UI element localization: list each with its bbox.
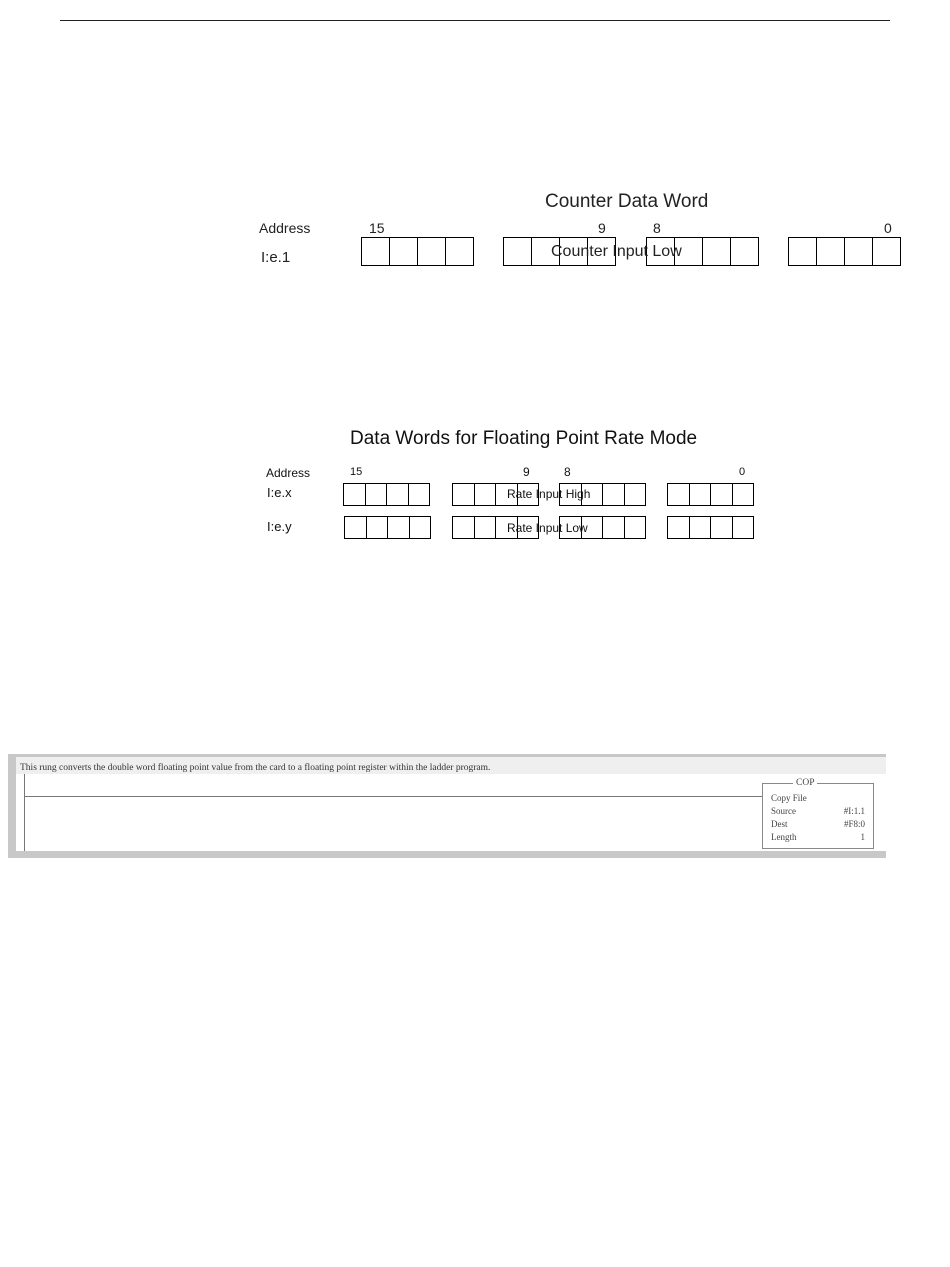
param-value: 1 <box>860 832 865 842</box>
bit-cell <box>689 483 712 506</box>
bit-cell <box>602 516 625 539</box>
row-address-label: I:e.x <box>267 485 292 500</box>
bit-cell <box>624 483 647 506</box>
bit-cell <box>452 516 475 539</box>
nibble-group <box>343 483 429 506</box>
bit-label-8: 8 <box>564 465 571 479</box>
address-header: Address <box>259 220 311 236</box>
bit-cell <box>343 483 366 506</box>
bit-cell <box>710 483 733 506</box>
cop-instruction-block[interactable] <box>762 778 874 849</box>
bit-cell <box>667 516 690 539</box>
bit-cell <box>417 237 446 266</box>
param-label: Dest <box>771 819 788 829</box>
bit-cell <box>730 237 759 266</box>
bit-label-15: 15 <box>350 466 363 478</box>
bit-cell <box>409 516 432 539</box>
bit-cell <box>452 483 475 506</box>
instruction-title: Copy File <box>771 793 807 803</box>
address-header: Address <box>266 466 311 480</box>
bit-cell <box>386 483 409 506</box>
rung-panel <box>16 757 886 851</box>
bit-cell <box>474 516 497 539</box>
bit-cell <box>702 237 731 266</box>
rung-comment-bar <box>16 757 886 774</box>
param-label: Source <box>771 806 796 816</box>
bit-cell <box>474 483 497 506</box>
param-value: #F8:0 <box>843 819 865 829</box>
nibble-group <box>344 516 430 539</box>
rung-wire <box>24 796 762 797</box>
bit-cell <box>788 237 817 266</box>
param-row-length <box>771 832 865 842</box>
bit-label-8: 8 <box>653 220 661 236</box>
bit-cell <box>816 237 845 266</box>
field-label: Rate Input High <box>507 487 591 501</box>
bit-cell <box>361 237 390 266</box>
param-row-dest <box>771 819 865 829</box>
bit-cell <box>689 516 712 539</box>
diagram-title: Counter Data Word <box>545 191 709 212</box>
instruction-name: COP <box>793 778 817 788</box>
left-power-rail <box>24 774 25 851</box>
nibble-group <box>361 237 473 266</box>
bit-cell <box>732 483 755 506</box>
bit-label-15: 15 <box>369 220 385 236</box>
row-address-label: I:e.y <box>267 519 292 534</box>
bit-cell <box>732 516 755 539</box>
nibble-group <box>667 483 753 506</box>
nibble-group <box>788 237 900 266</box>
field-label: Rate Input Low <box>507 521 588 535</box>
bit-cell <box>408 483 431 506</box>
bit-cell <box>387 516 410 539</box>
param-value: #I:1.1 <box>843 806 865 816</box>
nibble-group <box>667 516 753 539</box>
ladder-rung <box>8 754 886 858</box>
bit-cell <box>366 516 389 539</box>
bit-cell <box>710 516 733 539</box>
rung-comment: This rung converts the double word floating point value from the card to a floating point register within the ladder program. <box>20 763 491 773</box>
bit-label-0: 0 <box>739 466 746 478</box>
bit-cell <box>624 516 647 539</box>
param-row-source <box>771 806 865 816</box>
diagram-title: Data Words for Floating Point Rate Mode <box>350 428 698 449</box>
bit-label-0: 0 <box>884 220 892 236</box>
field-label: Counter Input Low <box>551 243 682 260</box>
bit-cell <box>445 237 474 266</box>
bit-cell <box>344 516 367 539</box>
bit-label-9: 9 <box>523 465 530 479</box>
bit-label-9: 9 <box>598 220 606 236</box>
bit-cell <box>365 483 388 506</box>
bit-cell <box>667 483 690 506</box>
instruction-title-row <box>771 793 865 803</box>
bit-cell <box>503 237 532 266</box>
bit-cell <box>602 483 625 506</box>
row-address-label: I:e.1 <box>261 249 291 266</box>
bit-cell <box>844 237 873 266</box>
page-top-rule <box>60 20 890 21</box>
bit-cell <box>389 237 418 266</box>
param-label: Length <box>771 832 797 842</box>
bit-cell <box>872 237 901 266</box>
